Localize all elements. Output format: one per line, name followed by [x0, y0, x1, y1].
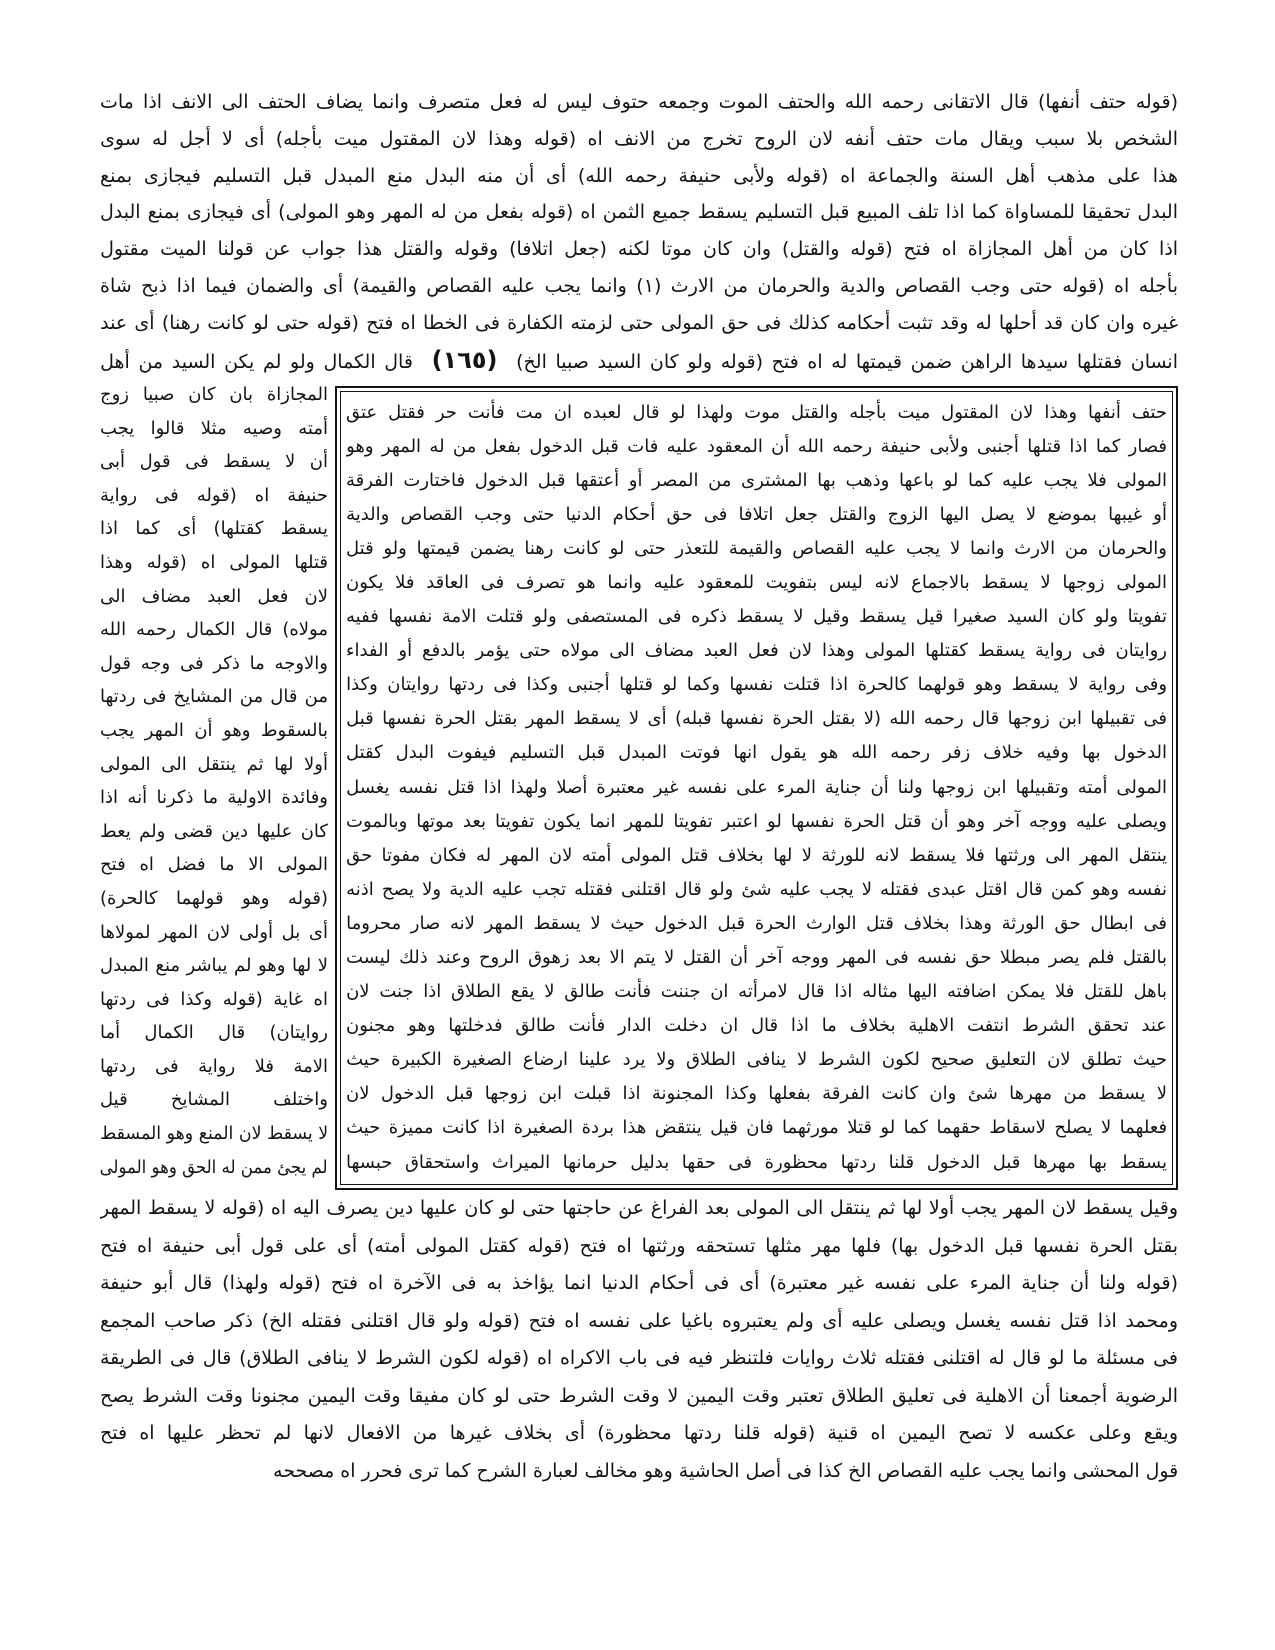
- margin-commentary: [100, 378, 328, 1184]
- line-text: بقتل الحرة نفسها قبل الدخول بها) فلها مهر مثلها تستحقه ورثتها اه فتح (قوله كقتل المولى أمته) أى على قول أبى حنيفة اه فتح: [100, 1234, 1178, 1257]
- main-text-line: [346, 702, 1167, 736]
- line-text: والاوجه ما ذكر فى وجه قول: [100, 652, 328, 674]
- line-text: المجازاة بان كان صبيا زوج: [100, 384, 328, 405]
- main-text-line: [346, 839, 1167, 873]
- margin-line: [100, 983, 328, 1017]
- line-text: [100, 345, 1178, 374]
- line-text: واختلف المشايخ قيل: [100, 1089, 328, 1111]
- main-text-line: [346, 907, 1167, 941]
- main-text-line: [346, 1077, 1167, 1111]
- main-text-line: [346, 1146, 1167, 1180]
- line-text-after: قال الكمال ولو لم يكن السيد من أهل: [100, 350, 413, 373]
- commentary-line: [100, 1190, 1178, 1228]
- line-text: فى تقبيلها ابن زوجها قال رحمه الله (لا بقتل الحرة نفسها قبله) أى لا يسقط المهر بقتل الحرة نفسها قبل: [346, 708, 1167, 730]
- commentary-bottom: [100, 1190, 1178, 1490]
- line-text: المولى أمته وتقبيلها ابن زوجها ولنا أن جناية المرء على نفسه غير معتبرة أصلا ولهذا اذا قتل نفسه يغسل: [346, 776, 1167, 798]
- line-text-before: انسان فقتلها سيدها الراهن ضمن قيمتها له اه فتح (قوله ولو كان السيد صبيا الخ): [516, 350, 1178, 373]
- line-text: فعلهما لا يصلح لاسقاط حقهما كما لو قتلا مورثهما فان قيل ينتقض هذا بردة الصغيرة اذا كانت مميزة حيث: [346, 1117, 1167, 1139]
- main-text-line: [346, 771, 1167, 805]
- line-text: المولى الا ما فضل اه فتح: [100, 854, 328, 876]
- main-text-line: [346, 805, 1167, 839]
- margin-line: [100, 412, 328, 446]
- line-text: وفى رواية لا يسقط وهو قولهما كالحرة اذا قتلت نفسها وكما لو قتلها أجنبى وكذا فى ردتها روايتان وكذا: [346, 674, 1167, 696]
- commentary-line: [100, 1340, 1178, 1378]
- main-text-line: [346, 1111, 1167, 1145]
- line-text: والحرمان من الارث وانما لا يجب عليه القصاص والقيمة للتعذر حتى لو كانت رهنا يضمن قيمتها ولو قتل: [346, 537, 1167, 559]
- line-text: البدل تحقيقا للمساواة كما اذا تلف المبيع قبل التسليم يسقط جميع الثمن اه (قوله بفعل من له المهر وهو المولى) أى فيجازى بمنع البدل: [100, 201, 1178, 224]
- commentary-line: [100, 1378, 1178, 1416]
- line-text: لا يسقط من مهرها شئ وان كانت الفرقة بفعلها وكذا المجنونة اذا قبلت ابن زوجها قبل الدخول لان: [346, 1083, 1167, 1105]
- main-text-line: [346, 498, 1167, 532]
- margin-line: [100, 882, 328, 916]
- line-text: المولى زوجها لا يسقط بالاجماع لانه ليس بتفويت للمعقود عليه وانما هو تصرف فى العاقد فلا يكون: [346, 571, 1167, 593]
- line-text: أمته وصيه مثلا قالوا يجب: [100, 417, 328, 439]
- commentary-line: [100, 84, 1178, 121]
- line-text: الشخص بلا سبب ويقال مات حتف أنفه لان الروح تخرج من الانف اه (قوله وهذا لان المقتول ميت بأجله) أى لا أجل له سوى: [100, 127, 1178, 150]
- main-text-line: [346, 941, 1167, 975]
- line-text: لا لها وهو لم يباشر منع المبدل: [100, 955, 328, 977]
- line-text: وقيل يسقط لان المهر يجب أولا لها ثم ينتقل الى المولى بعد الفراغ عن حاجتها حتى لو كان عليها دين يصرف اليه اه (قوله لا يسقط المهر: [100, 1197, 1178, 1219]
- line-text: أن لا يسقط فى قول أبى: [100, 451, 328, 473]
- line-text: الامة فلا رواية فى ردتها: [100, 1055, 328, 1077]
- line-text: روايتان فى رواية يسقط كقتلها المولى وهذا لان فعل العبد مضاف الى مولاه حتى يؤمر بالدفع أو الفداء: [346, 640, 1167, 662]
- line-text: الرضوية أجمعنا أن الاهلية فى تعليق الطلاق تعتبر وقت اليمين لا وقت الشرط حتى لو كان مفيقا وقت اليمين مجنونا وقت الشرط يصح: [100, 1384, 1178, 1407]
- page-number: (١٦٥): [431, 345, 498, 374]
- line-text: حيث تطلق لان التعليق صحيح لكون الشرط لا ينافى الطلاق ولا يرد علينا ارضاع الصغيرة الكبيرة حيث: [346, 1049, 1167, 1071]
- margin-line: [100, 916, 328, 950]
- line-text: (قوله وهو قولهما كالحرة): [100, 887, 328, 909]
- margin-line: [100, 647, 328, 681]
- line-text: باهل للقتل فلا يمكن اضافته اليها مثاله اذا قال لامرأته ان جننت فأنت طالق لا يقع الطلاق اذا جنت لان: [346, 981, 1167, 1003]
- margin-line: [100, 546, 328, 580]
- main-text-line: [346, 1043, 1167, 1077]
- margin-line: [100, 781, 328, 815]
- line-text: ينتقل المهر الى ورثتها فلا يسقط لانه للورثة لا لها بخلاف قتل المولى أمته لان المهر له فكان مفوتا حق: [346, 844, 1167, 866]
- main-text-box: [335, 386, 1178, 1190]
- line-text: اه غاية (قوله وكذا فى ردتها: [100, 988, 328, 1010]
- line-text: لان فعل العبد مضاف الى: [100, 585, 328, 607]
- margin-line: [100, 479, 328, 513]
- commentary-line: [100, 194, 1178, 231]
- commentary-line: [100, 305, 1178, 342]
- commentary-line: [100, 1228, 1178, 1266]
- margin-line: [100, 512, 328, 546]
- margin-line: [100, 378, 328, 412]
- commentary-line: [100, 158, 1178, 195]
- line-text: لا يسقط لان المنع وهو المسقط: [100, 1123, 328, 1145]
- line-text: وفائدة الاولية ما ذكرنا أنه اذا: [100, 787, 328, 809]
- line-text: قتلها المولى اه (قوله وهذا: [100, 551, 328, 573]
- margin-line: [100, 1016, 328, 1050]
- main-text-line: [346, 396, 1167, 430]
- main-text-line: [346, 566, 1167, 600]
- line-text: غيره وان كان قد أحلها له وقد تثبت أحكامه كذلك فى حق المولى حتى لزمته الكفارة فى الخطا اه فتح (قوله حتى لو كانت رهنا) أى عند: [100, 311, 1178, 334]
- line-text: بأجله اه (قوله حتى وجب القصاص والدية والحرمان من الارث (١) وانما يجب عليه القصاص والقيمة) أى والضمان فيما اذا ذبح شاة: [100, 274, 1178, 297]
- main-text-line: [346, 736, 1167, 770]
- commentary-line-with-page-number: [100, 342, 1178, 379]
- main-text-line: [346, 464, 1167, 498]
- line-text: فى ابطال حق الورثة وهذا بخلاف قتل الوارث الحرة قبل الدخول حيث لا يسقط المهر لانه صار محروما: [346, 912, 1167, 934]
- line-text: اذا كان من أهل المجازاة اه فتح (قوله والقتل) وان كان موتا لكنه (جعل اتلافا) وقوله والقتل هذا جواب عن قولنا الميت مقتول: [100, 238, 1178, 261]
- line-text: من قال من المشايخ فى ردتها: [100, 686, 328, 708]
- margin-line: [100, 1050, 328, 1084]
- line-text: (قوله حتف أنفها) قال الاتقانى رحمه الله والحتف الموت وجمعه حتوف ليس له فعل متصرف وانما يضاف الحتف الى الانف اذا مات: [100, 91, 1178, 113]
- commentary-line: [100, 1303, 1178, 1341]
- margin-line: [100, 1117, 328, 1151]
- line-text: فصار كما اذا قتلها أجنبى ولأبى حنيفة رحمه الله أن المعقود عليه فات قبل الدخول بفعل من له المهر وهو: [346, 435, 1167, 457]
- margin-line: [100, 445, 328, 479]
- margin-line: [100, 1083, 328, 1117]
- line-text: أولا لها ثم ينتقل الى المولى: [100, 753, 328, 775]
- commentary-line: [100, 121, 1178, 158]
- commentary-line: [100, 231, 1178, 268]
- commentary-line: [100, 1415, 1178, 1453]
- main-text-line: [346, 668, 1167, 702]
- line-text: ويقع وعلى عكسه لا تصح اليمين اه قنية (قوله قلنا ردتها محظورة) أى بخلاف غيرها من الافعال لانها لم تحظر عليها اه فتح: [100, 1422, 1178, 1444]
- commentary-line: [100, 268, 1178, 305]
- line-text: قول المحشى وانما يجب عليه القصاص الخ كذا فى أصل الحاشية وهو مخالف لعبارة الشرح كما ترى فحرر اه مصححه: [273, 1459, 1178, 1482]
- line-text: أى بل أولى لان المهر لمولاها: [100, 921, 328, 943]
- line-text: تفويتا ولو كان السيد صغيرا قيل يسقط وقيل لا يسقط ذكره فى المستصفى ولو قتلت الامة نفسها ففيه: [346, 606, 1167, 628]
- line-text: بالسقوط وهو أن المهر يجب: [100, 719, 328, 741]
- line-text: ومحمد اذا قتل نفسه يغسل ويصلى عليه أى ولم يعتبروه باغيا على نفسه اه فتح (قوله ولو قال اقتلنى فقتله الخ) ذكر صاحب المجمع: [100, 1309, 1178, 1332]
- margin-line: [100, 748, 328, 782]
- line-text: يسقط بها مهرها قبل الدخول قلنا ردتها محظورة فى حقها بدليل حرمانها الميراث واستحقاق حبسها: [346, 1151, 1167, 1173]
- line-text: المولى فلا يجب عليه كما لو باعها وذهب بها المشترى من المصر أو أعتقها قبل الدخول فاختارت الفرقة: [346, 469, 1167, 491]
- margin-line: [100, 815, 328, 849]
- line-text: نفسه وهو كمن قال اقتل عبدى فقتله لا يجب عليه شئ ولو قال اقتلنى فقتله تجب عليه الدية ولا يصح اذنه: [346, 878, 1167, 900]
- line-text: يسقط كقتلها) أى كما اذا: [100, 518, 328, 540]
- line-text: عند تحقق الشرط انتفت الاهلية بخلاف ما اذا قال ان دخلت الدار فأنت طالق فدخلتها وهو مجنون: [346, 1015, 1167, 1037]
- editor-note: [273, 1453, 1178, 1491]
- line-text: لم يجئ ممن له الحق وهو المولى: [100, 1156, 328, 1178]
- line-text: حنيفة اه (قوله فى رواية: [100, 484, 328, 506]
- margin-line: [100, 580, 328, 614]
- main-text-line: [346, 634, 1167, 668]
- line-text: هذا على مذهب أهل السنة والجماعة اه (قوله ولأبى حنيفة رحمه الله) أى أن منه البدل منع المبدل قبل التسليم فيجازى بمنع: [100, 164, 1178, 187]
- line-text: (قوله ولنا أن جناية المرء على نفسه غير معتبرة) أى فى أحكام الدنيا انما يؤاخذ به فى الآخرة اه فتح (قوله ولهذا) قال أبو حنيفة: [100, 1272, 1178, 1294]
- margin-line: [100, 680, 328, 714]
- margin-line: [100, 1151, 328, 1185]
- line-text: أو غيبها بموضع لا يصل اليها الزوج والقتل جعل اتلافا فى حق أحكام الدنيا حتى وجب القصاص والدية: [346, 503, 1167, 525]
- main-text-line: [346, 600, 1167, 634]
- margin-line: [100, 848, 328, 882]
- line-text: حتف أنفها وهذا لان المقتول ميت بأجله والقتل موت ولهذا لو قال لعبده ان مت فأنت حر فقتل عتق: [346, 401, 1167, 423]
- main-text-line: [346, 975, 1167, 1009]
- line-text: الدخول بها وفيه خلاف زفر رحمه الله هو يقول انها فوتت المبدل قبل التسليم فيفوت البدل كقتل: [346, 742, 1167, 764]
- line-text: بالقتل فلم يصر مبطلا حق نفسه فى المهر ووجه آخر أن القتل لا يتم الا بعد زهوق الروح وعند ذلك ليست: [346, 947, 1167, 968]
- line-text: كان عليها دين قضى ولم يعط: [100, 820, 328, 842]
- line-text: ويصلى عليه ووجه آخر وهو أن قتل الحرة نفسها لو اعتبر تفويتا للمهر انما يكون تفويتا بعد موتها وبالموت: [346, 810, 1167, 832]
- commentary-line: [100, 1265, 1178, 1303]
- commentary-top: [100, 84, 1178, 378]
- line-text: روايتان) قال الكمال أما: [100, 1022, 328, 1044]
- line-text: مولاه) قال الكمال رحمه الله: [100, 619, 328, 641]
- margin-line: [100, 949, 328, 983]
- margin-line: [100, 714, 328, 748]
- line-text: فى مسئلة ما لو قال له اقتلنى فقتله ثلاث روايات فلتنظر فيه فى باب الاكراه اه (قوله لكون الشرط لا ينافى الطلاق) قال فى الطريقة: [100, 1347, 1178, 1369]
- margin-line: [100, 613, 328, 647]
- main-text-line: [346, 1009, 1167, 1043]
- main-text-frame: [340, 391, 1173, 1185]
- main-text-line: [346, 430, 1167, 464]
- main-text-line: [346, 873, 1167, 907]
- main-text-line: [346, 532, 1167, 566]
